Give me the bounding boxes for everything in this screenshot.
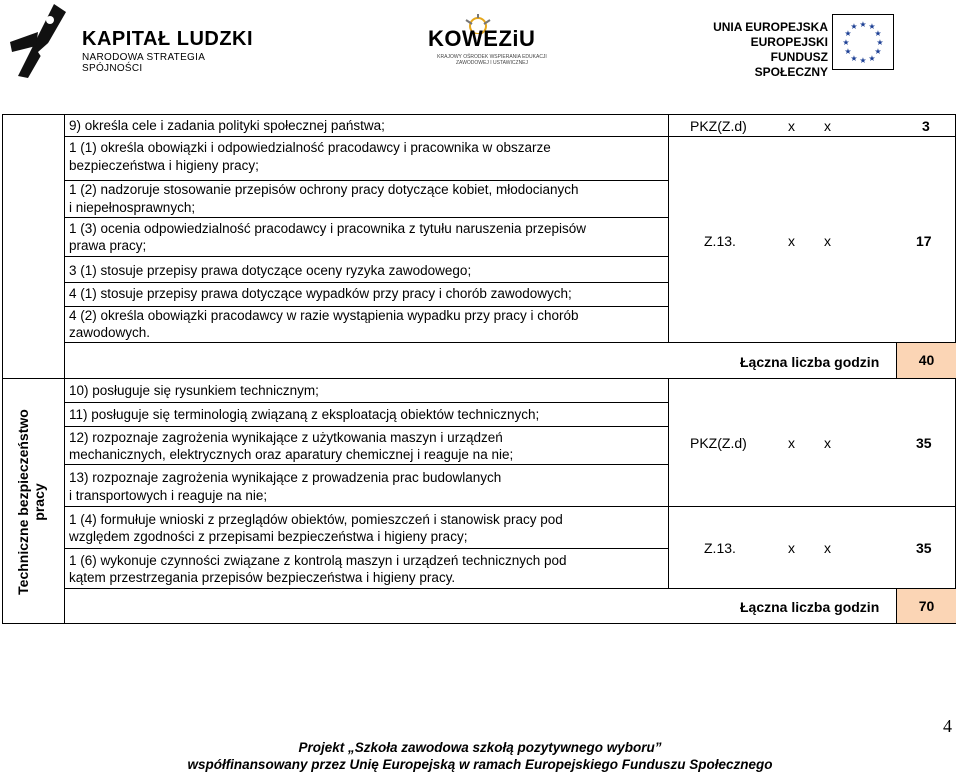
group-hours: 17 [916,233,932,249]
eu-logo [700,14,900,79]
list-item: i transportowych i reaguje na nie; [69,488,268,503]
group-x2: x [824,540,831,556]
eu-line1: UNIA EUROPEJSKA [713,20,828,34]
list-item: mechanicznych, elektrycznych oraz aparatury chemicznej i reaguje na nie; [69,447,514,462]
list-item: względem zgodności z przepisami bezpieczeństwa i higieny pracy; [69,529,468,544]
row-text: 9) określa cele i zadania polityki społecznej państwa; [69,118,385,133]
group-hours: 35 [916,540,932,556]
total-label: Łączna liczba godzin [740,599,880,615]
list-item: i niepełnosprawnych; [69,200,196,215]
group-x1: x [788,540,795,556]
koweziu-title: KOWEZiU [428,26,536,51]
svg-text:★: ★ [868,22,876,31]
list-item: 4 (1) stosuje przepisy prawa dotyczące wypadków przy pracy i chorób zawodowych; [69,286,572,301]
svg-text:★: ★ [844,47,852,56]
footer-line2: współfinansowany przez Unię Europejską w ramach Europejskiego Funduszu Społecznego [187,757,773,772]
row-x1: x [788,118,795,134]
list-item: 11) posługuje się terminologią związaną z eksploatacją obiektów technicznych; [69,407,540,422]
svg-text:★: ★ [850,22,858,31]
group-x1: x [788,233,795,249]
koweziu-subtitle: KRAJOWY OŚRODEK WSPIERANIA EDUKACJI ZAWODOWEJ I USTAWICZNEJ [437,54,547,66]
list-item: 12) rozpoznaje zagrożenia wynikające z użytkowania maszyn i urządzeń [69,430,503,445]
list-item: 10) posługuje się rysunkiem technicznym; [69,383,319,398]
list-item: 1 (4) formułuje wnioski z przeglądów obiektów, pomieszczeń i stanowisk pracy pod [69,512,563,527]
list-item: 1 (1) określa obowiązki i odpowiedzialność pracodawcy i pracownika w obszarze [69,140,551,155]
kapital-ludzki-subtitle: NARODOWA STRATEGIA SPÓJNOŚCI [82,52,205,74]
list-item: zawodowych. [69,325,151,340]
svg-text:★: ★ [850,54,858,63]
kapital-ludzki-logo [8,2,258,82]
svg-text:★: ★ [842,38,850,47]
koweziu-logo [428,14,558,74]
list-item: kątem przestrzegania przepisów bezpieczeństwa i higieny pracy. [69,570,456,585]
eu-line3: FUNDUSZ SPOŁECZNY [754,50,828,79]
group-x2: x [824,435,831,451]
group-code: PKZ(Z.d) [690,435,747,451]
footer-line1: Projekt „Szkoła zawodowa szkołą pozytywnego wyboru” [298,740,662,755]
group-code: Z.13. [704,233,736,249]
section-title: Techniczne bezpieczeństwo pracy [15,409,47,595]
svg-text:★: ★ [868,54,876,63]
eu-flag-icon [832,14,894,70]
svg-text:★: ★ [844,29,852,38]
total-label: Łączna liczba godzin [740,354,880,370]
svg-text:★: ★ [876,38,884,47]
row-x2: x [824,118,831,134]
row-hours: 3 [922,118,930,134]
list-item: 3 (1) stosuje przepisy prawa dotyczące oceny ryzyka zawodowego; [69,263,472,278]
page-number: 4 [943,716,952,736]
curriculum-table [2,114,956,624]
row-code: PKZ(Z.d) [690,118,747,134]
group-code: Z.13. [704,540,736,556]
eu-line2: EUROPEJSKI [750,35,828,49]
list-item: 13) rozpoznaje zagrożenia wynikające z prowadzenia prac budowlanych [69,470,502,485]
svg-text:★: ★ [874,29,882,38]
list-item: 1 (6) wykonuje czynności związane z kontrolą maszyn i urządzeń technicznych pod [69,553,567,568]
total-value: 70 [896,589,956,623]
kapital-ludzki-title: KAPITAŁ LUDZKI [82,28,254,50]
svg-text:★: ★ [874,47,882,56]
list-item: 4 (2) określa obowiązki pracodawcy w razie wystąpienia wypadku przy pracy i chorób [69,308,579,323]
group-x2: x [824,233,831,249]
svg-text:★: ★ [859,56,867,65]
svg-text:★: ★ [859,20,867,29]
list-item: 1 (2) nadzoruje stosowanie przepisów ochrony pracy dotyczące kobiet, młodocianych [69,182,579,197]
list-item: prawa pracy; [69,238,147,253]
kapital-ludzki-emblem-icon [8,2,72,78]
list-item: bezpieczeństwa i higieny pracy; [69,158,259,173]
total-value: 40 [896,343,956,378]
list-item: 1 (3) ocenia odpowiedzialność pracodawcy i pracownika z tytułu naruszenia przepisów [69,221,587,236]
group-hours: 35 [916,435,932,451]
group-x1: x [788,435,795,451]
